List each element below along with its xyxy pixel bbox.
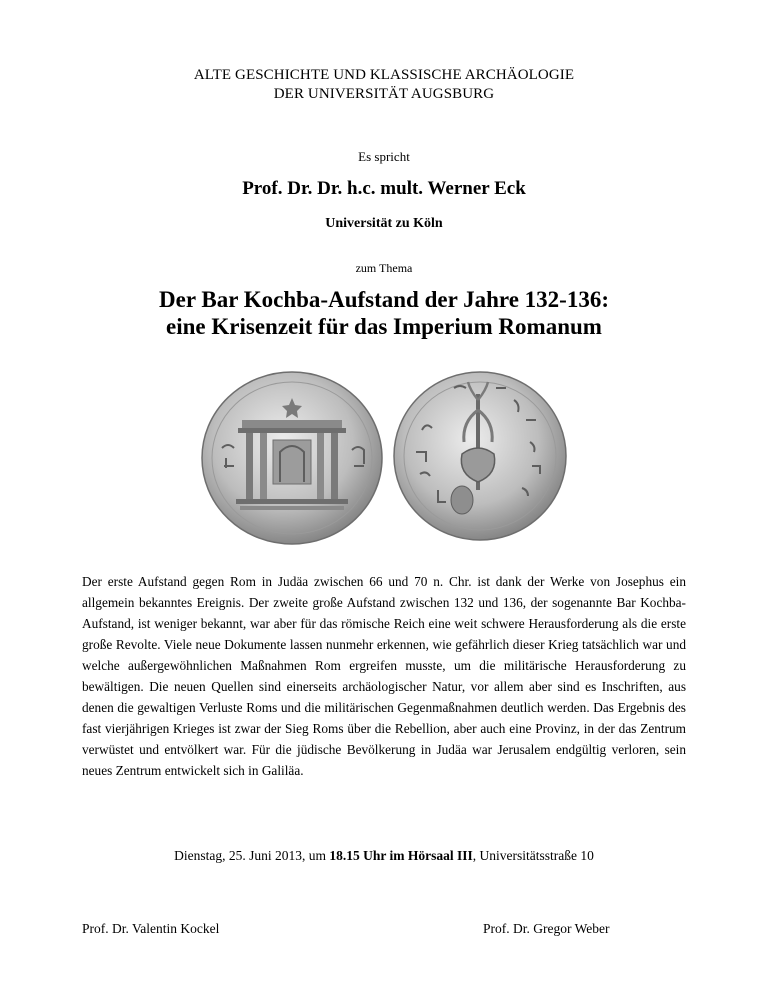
organizer-right: Prof. Dr. Gregor Weber bbox=[483, 921, 610, 936]
event-time-place: 18.15 Uhr im Hörsaal III bbox=[329, 848, 473, 863]
institution-header bbox=[0, 66, 768, 104]
speaker-affiliation: Universität zu Köln bbox=[325, 216, 443, 231]
abstract-text: Der erste Aufstand gegen Rom in Judäa zwischen 66 und 70 n. Chr. ist dank der Werke von Josephus ein allgemein bekanntes Ereignis. Der zweite große Aufstand zwischen 132 und 136, der sogenannte Bar Kochba-Aufstand, ist weniger bekannt, war aber für das römische Reich eine weit schwere Herausforderung als die erste große Revolte. Viele neue Dokumente lassen nunmehr erkennen, wie gefährlich dieser Krieg tatsächlich war und welche außergewöhnlichen Maßnahmen Rom ergreifen musste, um die militärische Herausforderung zu bewältigen. Die neuen Quellen sind einerseits archäologischer Natur, vor allem aber sind es Inschriften, aus denen die gewaltigen Verluste Roms und die militärischen Gegenmaßnahmen deutlich werden. Das Ergebnis des fast vierjährigen Krieges ist zwar der Sieg Roms über die Rebellion, aber auch eine Provinz, in der das Zentrum verwüstet und entvölkert war. Für die jüdische Bevölkerung in Judäa war Jerusalem endgültig verloren, sein neues Zentrum entwickelt sich in Galiläa. bbox=[82, 574, 686, 778]
coin-image bbox=[200, 370, 570, 550]
institution-line-2: DER UNIVERSITÄT AUGSBURG bbox=[273, 86, 495, 102]
event-address: , Universitätsstraße 10 bbox=[472, 848, 594, 863]
lecture-title-line-2: eine Krisenzeit für das Imperium Romanum bbox=[166, 314, 602, 339]
event-info bbox=[0, 848, 768, 864]
abstract-paragraph bbox=[82, 571, 686, 781]
coin-reverse bbox=[394, 372, 566, 540]
lecture-title bbox=[0, 286, 768, 340]
speaker-intro: Es spricht bbox=[358, 149, 410, 164]
institution-line-1: ALTE GESCHICHTE UND KLASSISCHE ARCHÄOLOGIE bbox=[193, 67, 575, 83]
speaker-name: Prof. Dr. Dr. h.c. mult. Werner Eck bbox=[242, 178, 526, 199]
organizer-left: Prof. Dr. Valentin Kockel bbox=[82, 921, 220, 936]
topic-intro: zum Thema bbox=[355, 261, 413, 275]
lecture-title-line-1: Der Bar Kochba-Aufstand der Jahre 132-136: bbox=[159, 287, 609, 312]
coin-obverse bbox=[202, 372, 382, 544]
event-date: Dienstag, 25. Juni 2013, um bbox=[174, 848, 330, 863]
